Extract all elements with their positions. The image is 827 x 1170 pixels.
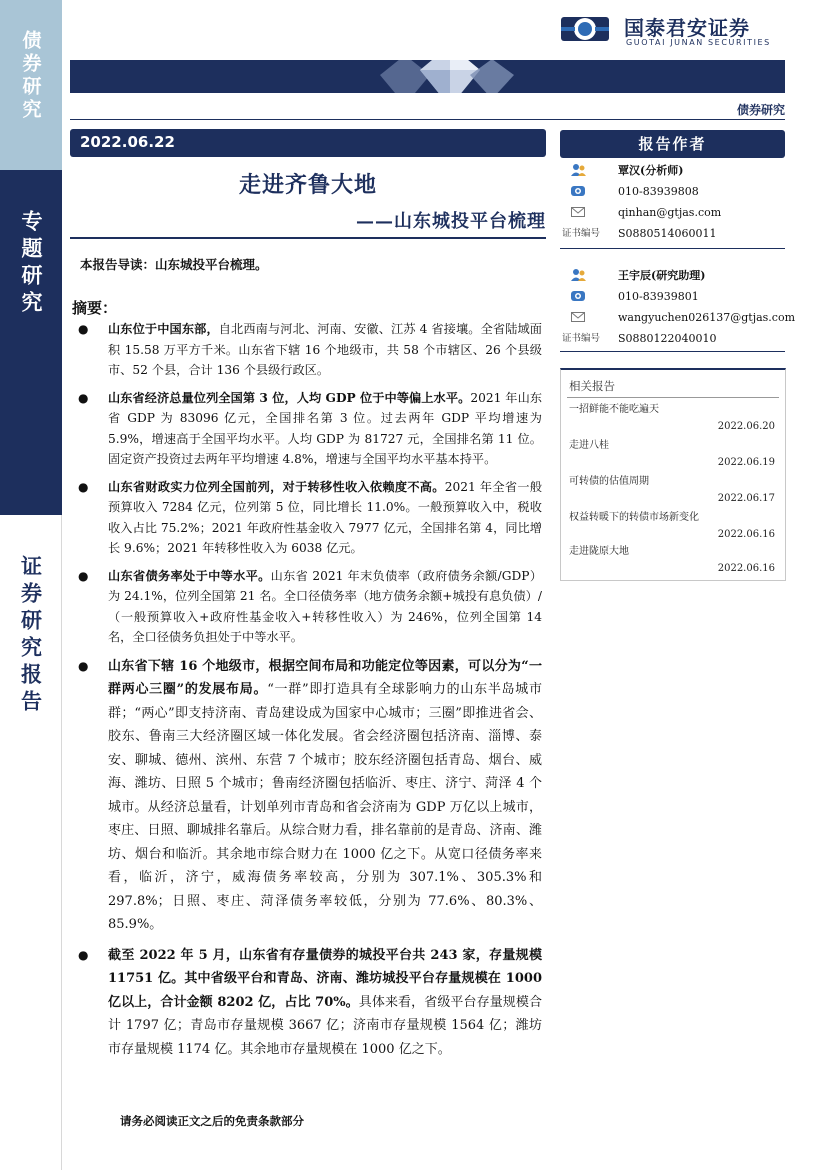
abstract-item — [72, 477, 542, 559]
author-divider — [560, 248, 785, 249]
sidebar-top-segment — [0, 0, 62, 170]
cert-label: 证书编号 — [562, 333, 601, 344]
abstract-item — [72, 944, 542, 1062]
report-date-bar — [70, 129, 546, 157]
related-report-title[interactable]: 一招鲜能不能吃遍天 — [569, 404, 659, 415]
author-divider — [560, 351, 785, 352]
related-report-title[interactable]: 走进陇原大地 — [569, 546, 629, 557]
sidebar-middle-label: 专题研究 — [19, 210, 44, 318]
related-report-item[interactable] — [569, 400, 777, 432]
author-email[interactable]: wangyuchen026137@gtjas.com — [618, 311, 796, 324]
company-name-cn: 国泰君安证券 — [624, 16, 750, 40]
email-icon — [570, 205, 586, 219]
company-logo — [560, 10, 790, 50]
abstract-item — [72, 388, 542, 470]
author-cert-number: S0880514060011 — [618, 227, 717, 240]
sidebar-middle-segment — [0, 170, 62, 515]
abstract-heading: 摘要： — [72, 299, 118, 317]
abstract-item — [72, 655, 542, 937]
abstract-item-body: 具体来看，省级平台存量规模合计 1797 亿；青岛市存量规模 3667 亿；济南市存量规模 1564 亿；潍坊市存量规模 1174 亿。其余地市存量规模在 1000 亿之下。 — [108, 994, 542, 1057]
abstract-item-lead: 山东省下辖 16 个地级市，根据空间布局和功能定位等因素，可以分为“一群两心三圈”的发展布局。 — [108, 658, 542, 697]
related-report-date: 2022.06.17 — [717, 493, 775, 504]
related-report-item[interactable] — [569, 508, 777, 540]
left-sidebar-band — [0, 0, 62, 1170]
related-report-date: 2022.06.16 — [717, 563, 775, 574]
sidebar-bottom-label: 证券研究报告 — [18, 555, 44, 717]
related-divider — [567, 397, 779, 398]
related-reports-panel — [560, 368, 786, 581]
abstract-item-body: 自北西南与河北、河南、安徽、江苏 4 省接壤。全省陆域面积 15.58 万平方千米。山东省下辖 16 个地级市，共 58 个市辖区、26 个县级市、52 个县，合计 136 个县级行政区。 — [108, 322, 542, 377]
diamond-decoration-icon — [360, 60, 520, 93]
related-report-title[interactable]: 权益转暖下的转债市场新变化 — [569, 512, 699, 523]
header-banner — [70, 60, 785, 93]
related-report-item[interactable] — [569, 472, 777, 504]
abstract-item-lead: 山东位于中国东部， — [108, 322, 219, 336]
phone-icon — [570, 184, 586, 198]
abstract-item-lead: 截至 2022 年 5 月，山东省有存量债券的城投平台共 243 家，存量规模 11751 亿。其中省级平台和青岛、济南、潍坊城投平台存量规模在 1000 亿以上，合计金额 8202 亿，占比 70%。 — [108, 947, 542, 1010]
abstract-item — [72, 566, 542, 648]
related-report-item[interactable] — [569, 436, 777, 468]
abstract-item-body: 2021 年全省一般预算收入 7284 亿元，位列第 5 位，同比增长 11.0%。一般预算收入中，税收收入占比 75.2%；2021 年政府性基金收入 7977 亿元，全国排名第 4，同比增长 9.6%；2021 年转移性收入为 6038 亿元。 — [108, 479, 543, 555]
company-logo-icon — [560, 12, 610, 46]
sidebar-top-label: 债券研究 — [19, 30, 42, 122]
sidebar-bottom-segment — [0, 515, 62, 1170]
related-report-item[interactable] — [569, 542, 777, 574]
person-icon — [570, 268, 586, 282]
phone-icon — [570, 289, 586, 303]
title-divider — [70, 237, 546, 239]
author-card — [560, 265, 796, 349]
related-report-title[interactable]: 可转债的估值周期 — [569, 476, 649, 487]
company-name-en: GUOTAI JUNAN SECURITIES — [626, 38, 771, 47]
abstract-item — [72, 319, 542, 381]
author-cert-number: S0880122040010 — [618, 332, 717, 345]
report-subtitle: ——山东城投平台梳理 — [356, 211, 546, 232]
authors-heading: 报告作者 — [560, 130, 785, 158]
person-icon — [570, 163, 586, 177]
author-phone: 010-83939808 — [618, 185, 699, 198]
related-report-date: 2022.06.16 — [717, 529, 775, 540]
abstract-list — [72, 319, 542, 1068]
author-phone: 010-83939801 — [618, 290, 699, 303]
author-name: 覃汉(分析师) — [618, 164, 684, 177]
header-divider — [70, 119, 785, 120]
abstract-item-body: “一群”即打造具有全球影响力的山东半岛城市群；“两心”即支持济南、青岛建设成为国家中心城市；三圈”即推进省会、胶东、鲁南三大经济圈区域一体化发展。省会经济圈包括济南、淄博、泰安、聊城、德州、滨州、东营 7 个城市；胶东经济圈包括青岛、烟台、威海、潍坊、日照 5 个城市；鲁南经济圈包括临沂、枣庄、济宁、菏泽 4 个城市。从经济总量看，计划单列市青岛和省会济南为 GDP 万亿以上城市，枣庄、日照、聊城排名靠后。从综合财力看，排名靠前的是青岛、济南、潍坊、烟台和临沂。其余地市综合财力在 1000 亿之下。从宽口径债务率来看，临沂，济宁，威海债务率较高，分别为 307.1%、305.3%和 297.8%；日照、枣庄、菏泽债务率较低，分别为 77.6%、80.3%、85.9%。 — [108, 682, 542, 932]
related-report-date: 2022.06.19 — [717, 457, 775, 468]
abstract-item-body: 山东省 2021 年末负债率（政府债务余额/GDP）为 24.1%，位列全国第 21 名。全口径债务率（地方债务余额+城投有息负债）/（一般预算收入+政府性基金收入+转移性收入）为 246%，位列全国第 14 名，全口径债务负担处于中等水平。 — [108, 568, 543, 644]
report-date: 2022.06.22 — [80, 133, 175, 151]
author-email[interactable]: qinhan@gtjas.com — [618, 206, 722, 219]
report-guide: 本报告导读：山东城投平台梳理。 — [80, 257, 268, 272]
abstract-item-lead: 山东省经济总量位列全国第 3 位，人均 GDP 位于中等偏上水平。 — [108, 390, 471, 405]
related-report-title[interactable]: 走进八桂 — [569, 440, 609, 451]
related-report-date: 2022.06.20 — [717, 421, 775, 432]
report-title: 走进齐鲁大地 — [238, 172, 377, 198]
author-card — [560, 160, 785, 244]
disclaimer-note: 请务必阅读正文之后的免责条款部分 — [120, 1114, 304, 1128]
abstract-item-lead: 山东省债务率处于中等水平。 — [108, 568, 271, 583]
header-category: 债券研究 — [736, 103, 785, 117]
author-name: 王宇辰(研究助理) — [618, 269, 706, 282]
cert-label: 证书编号 — [562, 228, 601, 239]
related-reports-heading: 相关报告 — [569, 379, 615, 393]
email-icon — [570, 310, 586, 324]
abstract-item-lead: 山东省财政实力位列全国前列，对于转移性收入依赖度不高。 — [108, 479, 445, 494]
abstract-item-body: 2021 年山东省 GDP 为 83096 亿元，全国排名第 3 位。过去两年 GDP 平均增速为 5.9%，增速高于全国平均水平。人均 GDP 为 81727 元，全国排名第 11 位。固定资产投资过去两年平均增速 4.8%，增速与全国平均水平基本持平。 — [108, 390, 543, 466]
